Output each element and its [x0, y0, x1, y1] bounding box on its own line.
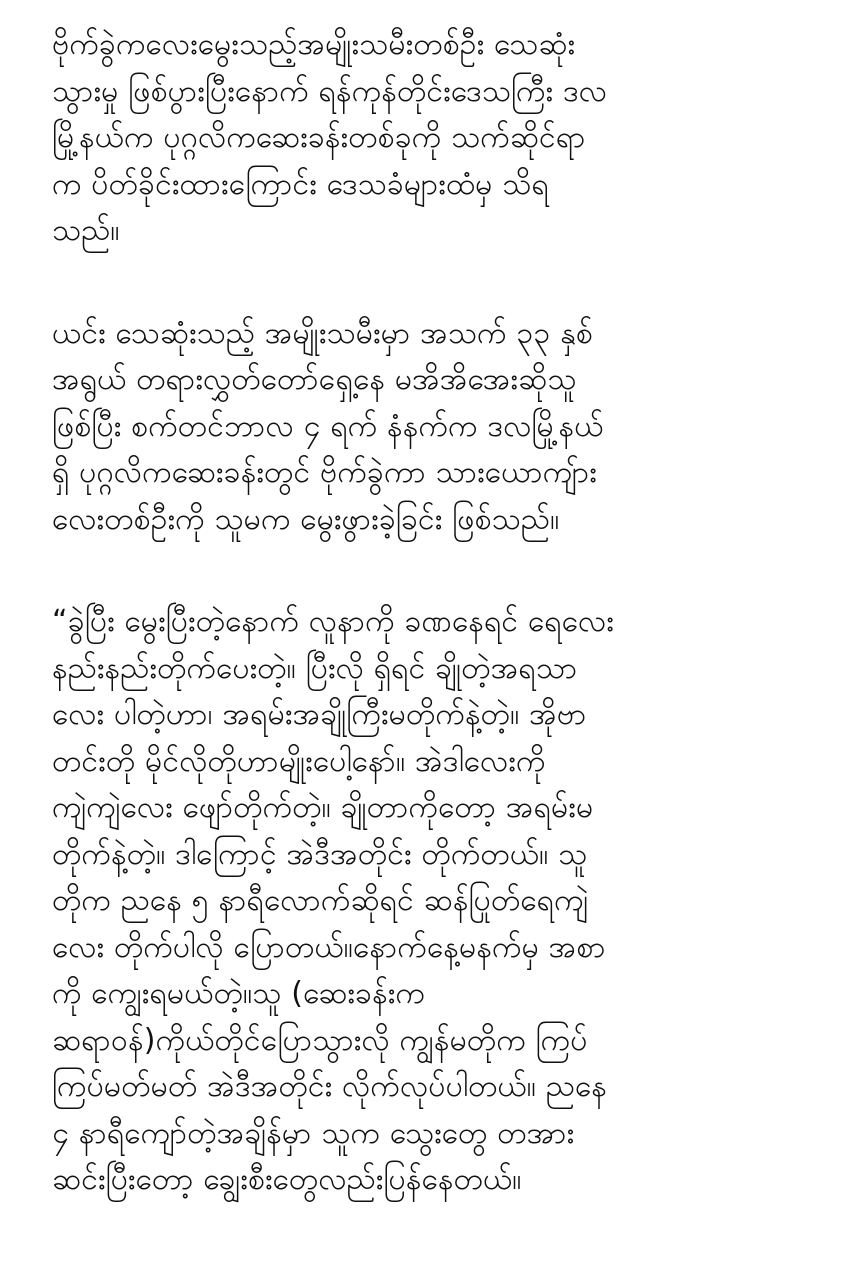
- text-line: ယင်း သေဆုံးသည့် အမျိုးသမီးမှာ အသက် ၃၃ နှစ်: [52, 315, 594, 351]
- text-line: က ပိတ်ခိုင်းထားကြောင်း ဒေသခံများထံမှ သိရ: [52, 166, 549, 202]
- text-line: ကြပ်မတ်မတ် အဲဒီအတိုင်း လိုက်လုပ်ပါတယ်။ ညနေ: [52, 1069, 608, 1104]
- text-line: တိုက်နဲ့တဲ့။ ဒါကြောင့် အဲဒီအတိုင်း တိုက်တယ်။ သူ: [52, 836, 588, 872]
- text-line: ကို ကျွေးရမယ်တဲ့။သူ (ဆေးခန်းက: [52, 976, 426, 1011]
- text-line: သည်။: [52, 213, 120, 248]
- text-line: နည်းနည်းတိုက်ပေးတဲ့။ ပြီးလို ရှိရင် ချိုတဲ့အရသာ: [52, 650, 578, 686]
- text-line: ၄ နာရီကျော်တဲ့အချိန်မှာ သူက သွေးတွေ တအား: [52, 1115, 575, 1151]
- text-line: မြို့နယ်က ပုဂ္ဂလိကဆေးခန်းတစ်ခုကို သက်ဆိုင်ရာ: [52, 120, 586, 155]
- text-line: “ခွဲပြီး မွေးပြီးတဲ့နောက် လူနာကို ခဏနေရင် ရေလေး: [52, 604, 614, 639]
- paragraph-1: [52, 22, 822, 255]
- news-article-body: [52, 22, 822, 1260]
- text-line: လေးတစ်ဦးကို သူမက မွေးဖွားခဲ့ခြင်း ဖြစ်သည်။: [52, 501, 560, 537]
- paragraph-2: [52, 311, 822, 544]
- text-line: ဗိုက်ခွဲကလေးမွေးသည့်အမျိုးသမီးတစ်ဦး သေဆုံး: [52, 27, 576, 62]
- text-line: ဖြစ်ပြီး စက်တင်ဘာလ ၄ ရက် နံနက်က ဒလမြို့နယ်: [52, 408, 604, 444]
- text-line: အရွယ် တရားလွှတ်တော်ရှေ့နေ မအိအိအေးဆိုသူ: [52, 362, 577, 397]
- text-line: လေး တိုက်ပါလို ပြောတယ်။နောက်နေ့မနက်မှ အစာ: [52, 929, 606, 965]
- text-line: ဆရာဝန်)ကိုယ်တိုင်ပြောသွားလို ကျွန်မတိုက ကြပ်: [52, 1022, 588, 1058]
- paragraph-3-quote: [52, 599, 822, 1204]
- text-line: တိုက ညနေ ၅ နာရီလောက်ဆိုရင် ဆန်ပြုတ်ရေကျဲ: [52, 883, 589, 918]
- text-line: သွားမှု ဖြစ်ပွားပြီးနောက် ရန်ကုန်တိုင်းဒေသကြီး ဒလ: [52, 73, 608, 109]
- text-line: ကျဲကျဲလေး ဖျော်တိုက်တဲ့။ ချိုတာကိုတော့ အရမ်းမ: [52, 790, 594, 825]
- text-line: လေး ပါတဲ့ဟာ၊ အရမ်းအချိုကြီးမတိုက်နဲ့တဲ့။ အိုဗာ: [52, 697, 587, 732]
- text-line: ရှိ ပုဂ္ဂလိကဆေးခန်းတွင် ဗိုက်ခွဲကာ သားယောကျ်ား: [52, 455, 597, 490]
- text-line: တင်းတို မိုင်လိုတိုဟာမျိုးပေါ့နော်။ အဲဒါလေးကို: [52, 743, 546, 779]
- text-line: ဆင်းပြီးတော့ ချွေးစီးတွေလည်းပြန်နေတယ်။: [52, 1162, 522, 1197]
